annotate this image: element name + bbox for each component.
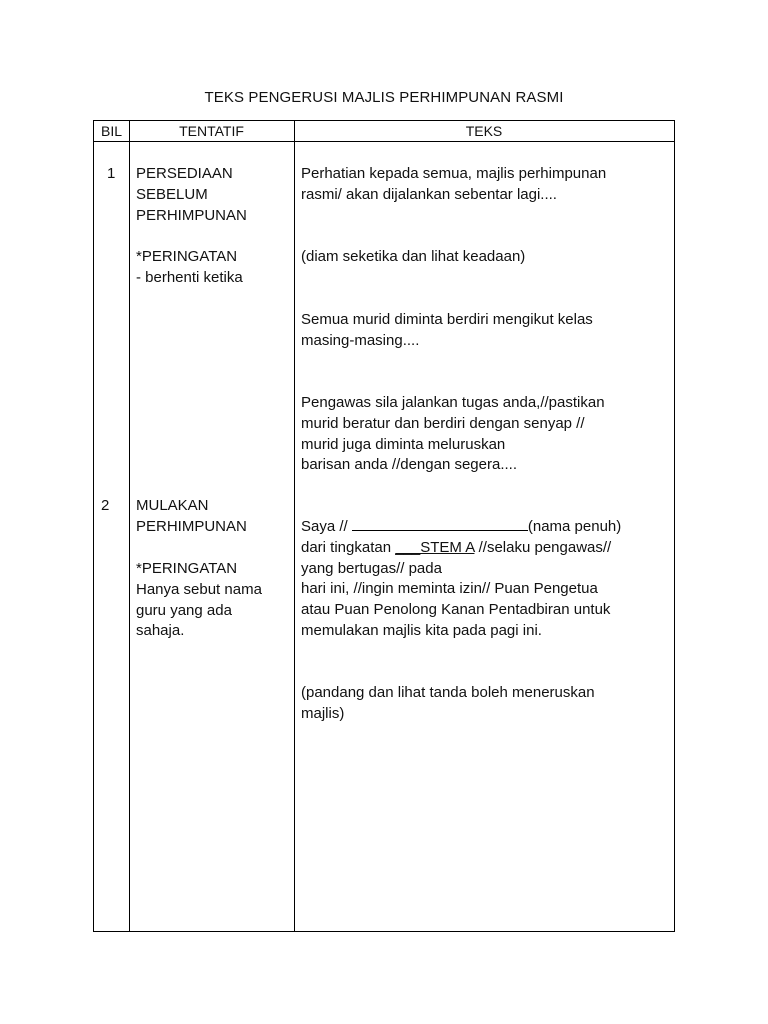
row-2-teks-line-class: dari tingkatan ___STEM A //selaku pengawas// [301,538,612,556]
header-teks: TEKS [465,123,503,139]
row-1-teks-paragraph-4: Pengawas sila jalankan tugas anda,//pastikan murid beratur dan berdiri dengan senyap // murid juga diminta meluruskan barisan anda //dengan segera.... [301,394,605,474]
row-1-bil: 1 [107,165,116,182]
name-blank-field [352,517,528,531]
row-1-teks-paragraph-2: (diam seketika dan lihat keadaan) [301,248,526,265]
column-divider-bil [129,121,130,931]
row-2-teks-paragraph-2: (pandang dan lihat tanda boleh meneruskan majlis) [301,684,595,722]
header-divider [94,141,674,142]
row-1-teks-paragraph-3: Semua murid diminta berdiri mengikut kelas masing-masing.... [301,311,593,349]
header-bil: BIL [100,123,122,139]
column-divider-tentatif [294,121,295,931]
row-2-teks-paragraph-1: Saya // (nama penuh) dari tingkatan ___STEM A //selaku pengawas// yang bertugas// pada hari ini, //ingin meminta izin// Puan Pengetua atau Puan Penolong Kanan Pentadbiran untuk memulakan majlis kita pada pagi ini. [301,518,622,639]
row-2-tentatif-title: MULAKAN PERHIMPUNAN [136,497,247,535]
script-table [93,120,675,932]
header-tentatif: TENTATIF [179,123,244,139]
row-1-teks-paragraph-1: Perhatian kepada semua, majlis perhimpunan rasmi/ akan dijalankan sebentar lagi.... [301,165,607,203]
row-2-bil: 2 [101,497,110,514]
row-2-tentatif-note: *PERINGATAN Hanya sebut nama guru yang ada sahaja. [136,560,262,640]
row-1-tentatif-note: *PERINGATAN - berhenti ketika [136,248,243,286]
row-1-tentatif-title: PERSEDIAAN SEBELUM PERHIMPUNAN [136,165,247,224]
page-title: TEKS PENGERUSI MAJLIS PERHIMPUNAN RASMI [204,89,564,106]
row-2-teks-line-name: Saya // (nama penuh) [301,518,622,535]
class-field: ___STEM A [395,538,475,556]
